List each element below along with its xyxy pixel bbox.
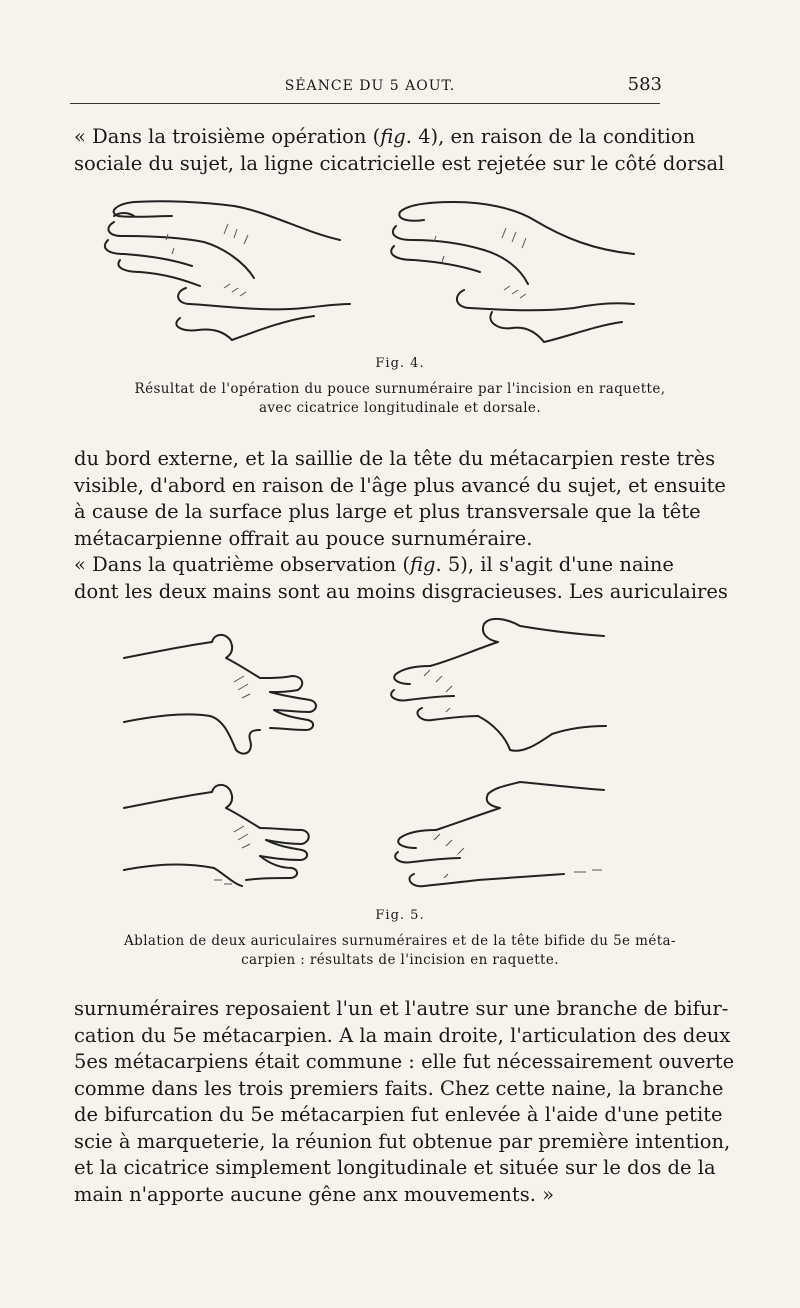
figure-5-label: Fig. 5. bbox=[375, 908, 425, 923]
text-line: cation du 5e métacarpien. A la main droite, l'articulation des deux bbox=[74, 1023, 731, 1047]
text-line: dont les deux mains sont au moins disgracieuses. Les auriculaires bbox=[74, 579, 728, 603]
text-line: et la cicatrice simplement longitudinale et située sur le dos de la bbox=[74, 1156, 716, 1179]
hand-bottom-right-fig5 bbox=[395, 782, 604, 886]
text-line: à cause de la surface plus large et plus transversale que la tête bbox=[74, 500, 701, 523]
paragraph-1 bbox=[74, 124, 725, 177]
paragraph-3 bbox=[74, 552, 728, 605]
figure-5-illustration bbox=[74, 612, 656, 902]
text-line: « Dans la troisième opération (fig. 4), en raison de la condition bbox=[74, 125, 696, 148]
running-header bbox=[70, 74, 670, 98]
figure-4-caption: Résultat de l'opération du pouce surnuméraire par l'incision en raquette, avec cicatrice longitudinale et dorsale. bbox=[134, 381, 666, 416]
figure-5-caption: Ablation de deux auriculaires surnuméraires et de la tête bifide du 5e méta- carpien : résultats de l'incision en raquette. bbox=[124, 933, 676, 968]
text-line: du bord externe, et la saillie de la tête du métacarpien reste très bbox=[74, 447, 716, 470]
paragraph-4 bbox=[74, 996, 735, 1208]
paragraph-2 bbox=[74, 446, 726, 552]
text-line: visible, d'abord en raison de l'âge plus avancé du sujet, et ensuite bbox=[74, 473, 726, 497]
page-number: 583 bbox=[627, 74, 662, 95]
running-title: SÉANCE DU 5 AOUT. bbox=[284, 78, 456, 94]
left-hand-fig4 bbox=[105, 201, 350, 340]
text-line: 5es métacarpiens était commune : elle fut nécessairement ouverte bbox=[74, 1050, 735, 1073]
hands-drawing-fig4 bbox=[74, 192, 656, 352]
right-hand-fig4 bbox=[391, 202, 634, 342]
figure-4-illustration bbox=[74, 192, 656, 352]
hand-bottom-left-fig5 bbox=[124, 785, 309, 886]
text-line: scie à marqueterie, la réunion fut obtenue par première intention, bbox=[74, 1129, 731, 1153]
hand-top-right-fig5 bbox=[391, 619, 606, 751]
text-line: métacarpienne offrait au pouce surnuméraire. bbox=[74, 526, 533, 550]
hands-drawing-fig5 bbox=[74, 612, 656, 902]
text-line: main n'apporte aucune gêne anx mouvements. » bbox=[74, 1182, 555, 1206]
text-line: « Dans la quatrième observation (fig. 5), il s'agit d'une naine bbox=[74, 553, 674, 576]
text-line: de bifurcation du 5e métacarpien fut enlevée à l'aide d'une petite bbox=[74, 1103, 723, 1126]
text-line: sociale du sujet, la ligne cicatricielle est rejetée sur le côté dorsal bbox=[74, 151, 725, 175]
text-line: comme dans les trois premiers faits. Chez cette naine, la branche bbox=[74, 1076, 724, 1100]
figure-4-label: Fig. 4. bbox=[375, 356, 425, 371]
text-line: surnuméraires reposaient l'un et l'autre sur une branche de bifur- bbox=[74, 997, 729, 1020]
hand-top-left-fig5 bbox=[124, 635, 316, 754]
header-rule bbox=[70, 103, 660, 104]
